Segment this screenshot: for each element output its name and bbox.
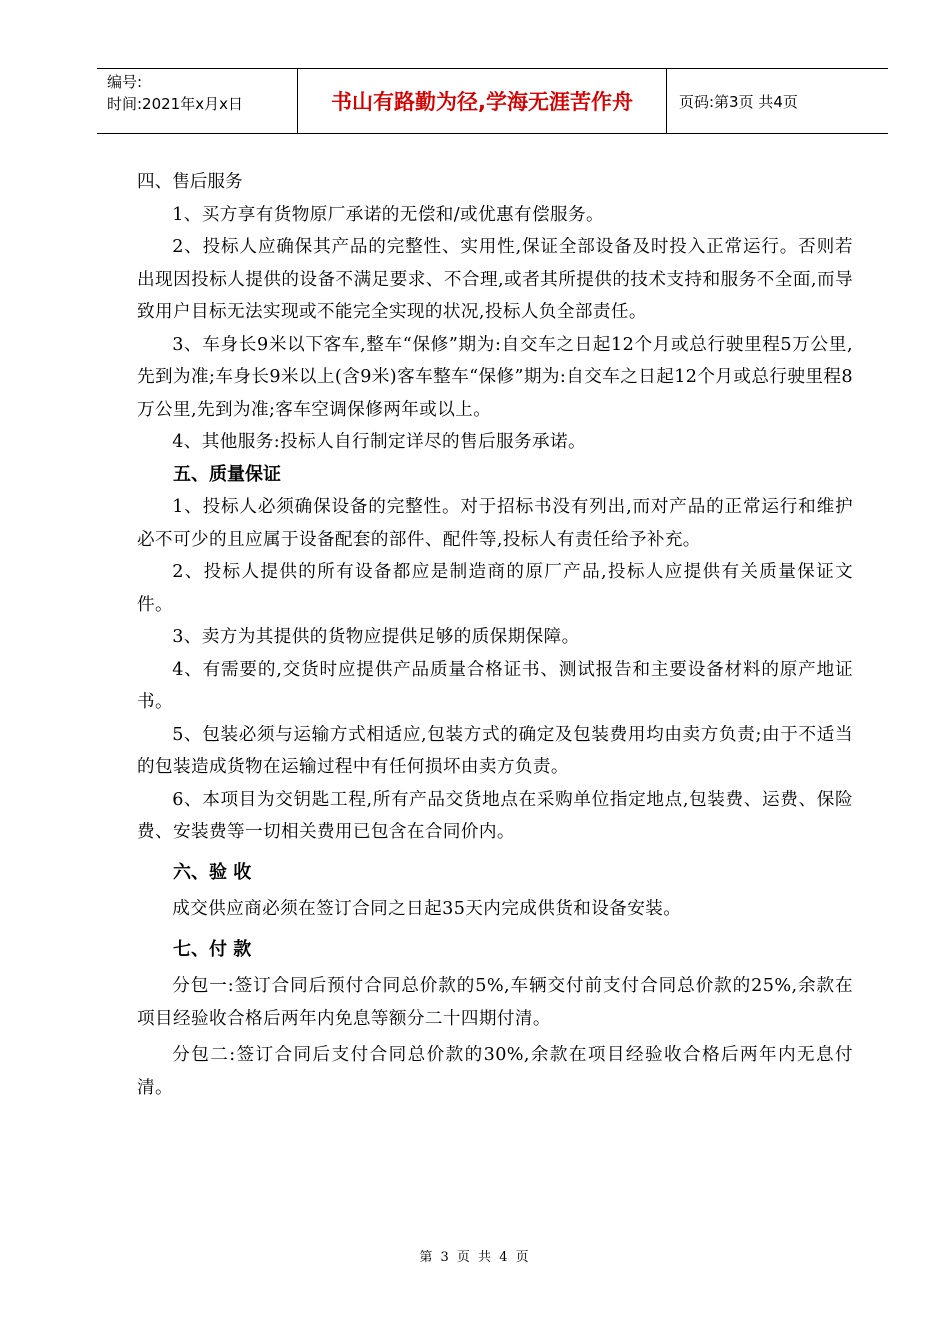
paragraph: 6、本项目为交钥匙工程,所有产品交货地点在采购单位指定地点,包装费、运费、保险费、安装费等一切相关费用已包含在合同价内。 <box>137 789 853 842</box>
page-header <box>97 68 888 134</box>
section-title-after-sales: 四、售后服务 <box>137 172 243 192</box>
header-motto: 书山有路勤为径,学海无涯苦作舟 <box>298 69 667 133</box>
paragraph: 成交供应商必须在签订合同之日起35天内完成供货和设备安装。 <box>172 899 682 919</box>
page-footer: 第 3 页 共 4 页 <box>419 1250 531 1265</box>
section-title-quality: 五、质量保证 <box>173 463 281 485</box>
section-title-acceptance: 六、验 收 <box>173 861 252 883</box>
section-title-payment: 七、付 款 <box>173 938 252 960</box>
paragraph: 4、其他服务:投标人自行制定详尽的售后服务承诺。 <box>172 432 586 452</box>
header-meta-cell <box>97 69 298 133</box>
paragraph: 3、卖方为其提供的货物应提供足够的质保期保障。 <box>172 627 580 647</box>
paragraph: 分包一:签订合同后预付合同总价款的5%,车辆交付前支付合同总价款的25%,余款在项目经验收合格后两年内免息等额分二十四期付清。 <box>137 976 853 1029</box>
paragraph: 5、包装必须与运输方式相适应,包装方式的确定及包装费用均由卖方负责;由于不适当的包装造成货物在运输过程中有任何损坏由卖方负责。 <box>137 724 853 777</box>
document-time-label: 时间:2021年x月x日 <box>107 95 243 113</box>
paragraph: 2、投标人应确保其产品的完整性、实用性,保证全部设备及时投入正常运行。否则若出现因投标人提供的设备不满足要求、不合理,或者其所提供的技术支持和服务不全面,而导致用户目标无法实现或不能完全实现的状况,投标人负全部责任。 <box>137 237 853 322</box>
header-page-number: 页码:第3页 共4页 <box>679 92 798 111</box>
paragraph: 4、有需要的,交货时应提供产品质量合格证书、测试报告和主要设备材料的原产地证书。 <box>137 659 853 712</box>
document-body <box>137 166 853 1104</box>
paragraph: 2、投标人提供的所有设备都应是制造商的原厂产品,投标人应提供有关质量保证文件。 <box>137 562 853 615</box>
paragraph: 1、买方享有货物原厂承诺的无偿和/或优惠有偿服务。 <box>172 204 604 225</box>
paragraph: 1、投标人必须确保设备的完整性。对于招标书没有列出,而对产品的正常运行和维护必不可少的且应属于设备配套的部件、配件等,投标人有责任给予补充。 <box>137 497 853 550</box>
paragraph: 3、车身长9米以下客车,整车“保修”期为:自交车之日起12个月或总行驶里程5万公里,先到为准;车身长9米以上(含9米)客车整车“保修”期为:自交车之日起12个月或总行驶里程8万公里,先到为准;客车空调保修两年或以上。 <box>137 334 853 420</box>
paragraph: 分包二:签订合同后支付合同总价款的30%,余款在项目经验收合格后两年内无息付清。 <box>137 1045 853 1098</box>
document-number-label: 编号: <box>107 73 143 91</box>
